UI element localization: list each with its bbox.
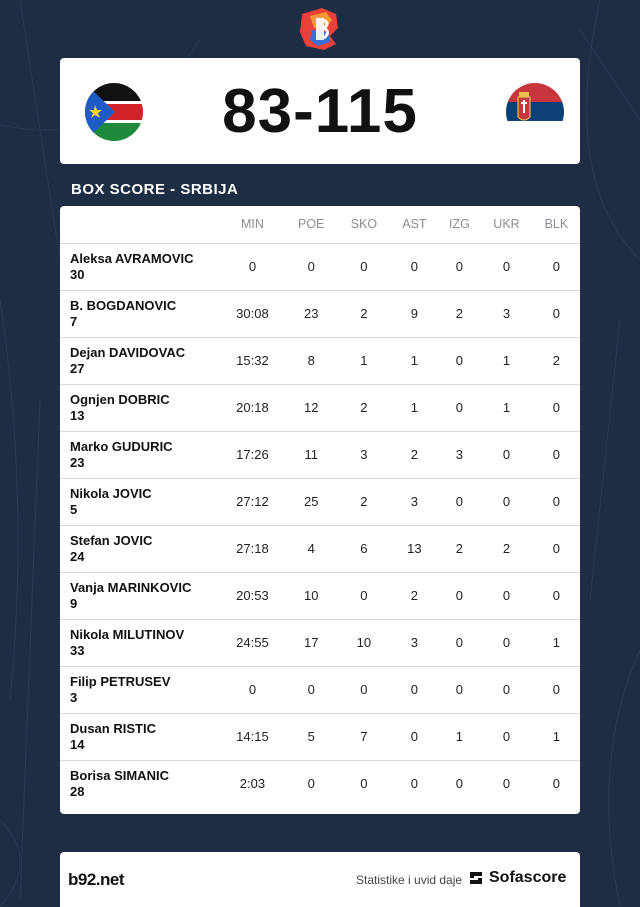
sofascore-icon bbox=[468, 870, 484, 886]
stat-blk: 0 bbox=[533, 290, 580, 337]
table-row bbox=[60, 713, 580, 760]
player-number: 13 bbox=[70, 407, 85, 423]
player-cell bbox=[60, 713, 220, 760]
stat-izg: 3 bbox=[439, 431, 481, 478]
stat-poe: 0 bbox=[307, 776, 315, 792]
column-header-min: MIN bbox=[220, 206, 285, 243]
table-header-row bbox=[60, 206, 580, 243]
table-row bbox=[60, 666, 580, 713]
stat-min: 17:26 bbox=[220, 431, 285, 478]
stat-poe: 0 bbox=[285, 243, 338, 290]
player-name: Nikola JOVIC bbox=[70, 485, 152, 501]
player-name: Nikola MILUTINOV bbox=[70, 626, 185, 642]
stat-min: 20:53 bbox=[220, 572, 285, 619]
stat-min: 15:32 bbox=[220, 337, 285, 384]
table-row bbox=[60, 572, 580, 619]
stat-ukr: 1 bbox=[480, 384, 533, 431]
stat-izg: 2 bbox=[439, 525, 481, 572]
stat-blk: 0 bbox=[533, 243, 580, 290]
stat-sko: 2 bbox=[338, 290, 391, 337]
column-header-ast: AST bbox=[390, 206, 438, 243]
stat-izg: 0 bbox=[439, 572, 481, 619]
stat-poe: 12 bbox=[285, 384, 338, 431]
player-cell bbox=[60, 760, 220, 807]
player-name: Filip PETRUSEV bbox=[70, 673, 171, 689]
stat-blk: 1 bbox=[533, 619, 580, 666]
table-row bbox=[60, 525, 580, 572]
player-name: Dusan RISTIC bbox=[70, 720, 156, 736]
table-row bbox=[60, 243, 580, 290]
stat-izg: 0 bbox=[439, 478, 481, 525]
player-number: 14 bbox=[70, 736, 85, 752]
stat-ukr: 0 bbox=[480, 431, 533, 478]
player-cell bbox=[60, 243, 220, 290]
stat-ast: 2 bbox=[390, 572, 438, 619]
stat-sko: 10 bbox=[338, 619, 391, 666]
stat-min: 30:08 bbox=[220, 290, 285, 337]
player-number: 9 bbox=[70, 595, 78, 611]
player-number: 33 bbox=[70, 642, 85, 658]
player-number: 30 bbox=[70, 266, 85, 282]
table-row bbox=[60, 760, 580, 807]
player-cell bbox=[60, 431, 220, 478]
stat-poe: 23 bbox=[285, 290, 338, 337]
column-header-blk: BLK bbox=[533, 206, 580, 243]
player-number: 3 bbox=[70, 689, 78, 705]
stat-ukr: 2 bbox=[480, 525, 533, 572]
stat-ukr: 0 bbox=[502, 776, 511, 792]
table-row bbox=[60, 431, 580, 478]
column-header-player bbox=[60, 206, 220, 243]
player-number: 28 bbox=[70, 783, 85, 799]
stat-blk: 0 bbox=[533, 431, 580, 478]
stat-blk: 2 bbox=[533, 337, 580, 384]
stat-ast: 1 bbox=[390, 384, 438, 431]
stat-izg: 0 bbox=[455, 776, 464, 792]
player-cell bbox=[60, 572, 220, 619]
stat-min: 0 bbox=[220, 243, 285, 290]
stat-izg: 1 bbox=[439, 713, 481, 760]
player-cell bbox=[60, 337, 220, 384]
serbia-flag bbox=[506, 83, 564, 141]
stat-poe: 0 bbox=[285, 666, 338, 713]
player-name: Borisa SIMANIC bbox=[70, 767, 169, 783]
stat-blk: 0 bbox=[533, 666, 580, 713]
stat-min: 27:12 bbox=[220, 478, 285, 525]
stat-izg: 0 bbox=[439, 666, 481, 713]
stat-sko: 2 bbox=[338, 384, 391, 431]
site-logo: b92.net bbox=[68, 870, 125, 889]
stat-ukr: 0 bbox=[480, 713, 533, 760]
player-cell bbox=[60, 290, 220, 337]
sofascore-logo bbox=[468, 869, 566, 887]
footer bbox=[60, 852, 580, 907]
stat-ast: 1 bbox=[390, 337, 438, 384]
stats-credit-text: Statistike i uvid daje bbox=[356, 873, 463, 887]
stat-poe: 25 bbox=[285, 478, 338, 525]
stat-poe: 4 bbox=[285, 525, 338, 572]
column-header-sko: SKO bbox=[338, 206, 391, 243]
column-header-poe: POE bbox=[285, 206, 338, 243]
stat-sko: 3 bbox=[338, 431, 391, 478]
section-title: BOX SCORE - SRBIJA bbox=[71, 181, 239, 198]
stat-sko: 0 bbox=[338, 243, 391, 290]
sofascore-brand-text: Sofascore bbox=[489, 869, 567, 886]
player-number: 27 bbox=[70, 360, 85, 376]
player-number: 5 bbox=[70, 501, 78, 517]
stat-sko: 1 bbox=[338, 337, 391, 384]
player-cell bbox=[60, 478, 220, 525]
box-score-table bbox=[60, 206, 580, 814]
stat-ukr: 0 bbox=[480, 619, 533, 666]
stat-ast: 0 bbox=[390, 713, 438, 760]
stat-blk: 0 bbox=[533, 478, 580, 525]
stat-sko: 0 bbox=[360, 776, 368, 792]
stat-blk: 0 bbox=[533, 525, 580, 572]
player-name: B. BOGDANOVIC bbox=[70, 297, 177, 313]
stat-ast: 13 bbox=[390, 525, 438, 572]
stat-poe: 5 bbox=[285, 713, 338, 760]
stat-ast: 3 bbox=[390, 478, 438, 525]
stat-poe: 17 bbox=[285, 619, 338, 666]
player-cell bbox=[60, 619, 220, 666]
player-cell bbox=[60, 525, 220, 572]
stat-blk: 1 bbox=[533, 713, 580, 760]
stat-izg: 0 bbox=[439, 243, 481, 290]
stat-sko: 7 bbox=[338, 713, 391, 760]
table-row bbox=[60, 478, 580, 525]
player-cell bbox=[60, 666, 220, 713]
player-cell bbox=[60, 384, 220, 431]
player-number: 7 bbox=[70, 313, 78, 329]
stat-ukr: 1 bbox=[480, 337, 533, 384]
player-number: 24 bbox=[70, 548, 85, 564]
column-header-izg: IZG bbox=[439, 206, 481, 243]
stat-izg: 0 bbox=[439, 337, 481, 384]
stat-izg: 2 bbox=[439, 290, 481, 337]
stat-ukr: 3 bbox=[480, 290, 533, 337]
table-row bbox=[60, 384, 580, 431]
table-row bbox=[60, 337, 580, 384]
stat-ast: 9 bbox=[390, 290, 438, 337]
stat-sko: 0 bbox=[338, 572, 391, 619]
stat-poe: 10 bbox=[285, 572, 338, 619]
fiba-world-cup-logo bbox=[296, 6, 344, 52]
table-row bbox=[60, 290, 580, 337]
stat-ast: 2 bbox=[390, 431, 438, 478]
player-name: Stefan JOVIC bbox=[70, 532, 153, 548]
stat-min: 20:18 bbox=[220, 384, 285, 431]
player-name: Dejan DAVIDOVAC bbox=[70, 344, 186, 360]
stat-ukr: 0 bbox=[480, 243, 533, 290]
final-score: 83-115 bbox=[222, 77, 418, 146]
stat-min: 0 bbox=[220, 666, 285, 713]
stat-min: 27:18 bbox=[220, 525, 285, 572]
stat-ukr: 0 bbox=[480, 572, 533, 619]
stat-sko: 2 bbox=[338, 478, 391, 525]
stat-poe: 8 bbox=[285, 337, 338, 384]
stat-sko: 0 bbox=[338, 666, 391, 713]
stat-ast: 0 bbox=[390, 666, 438, 713]
stat-blk: 0 bbox=[533, 572, 580, 619]
stat-min: 2:03 bbox=[239, 776, 266, 792]
stat-izg: 0 bbox=[439, 384, 481, 431]
stat-ukr: 0 bbox=[480, 666, 533, 713]
stat-sko: 6 bbox=[338, 525, 391, 572]
player-name: Vanja MARINKOVIC bbox=[70, 579, 192, 595]
player-number: 23 bbox=[70, 454, 85, 470]
player-name: Marko GUDURIC bbox=[70, 438, 173, 454]
stat-ast: 0 bbox=[410, 776, 419, 792]
stat-ast: 3 bbox=[390, 619, 438, 666]
stat-ast: 0 bbox=[390, 243, 438, 290]
stat-min: 14:15 bbox=[220, 713, 285, 760]
table-row bbox=[60, 619, 580, 666]
player-name: Aleksa AVRAMOVIC bbox=[70, 250, 194, 266]
stat-ukr: 0 bbox=[480, 478, 533, 525]
player-name: Ognjen DOBRIC bbox=[70, 391, 170, 407]
stat-blk: 0 bbox=[552, 776, 561, 792]
stat-min: 24:55 bbox=[220, 619, 285, 666]
stat-poe: 11 bbox=[285, 431, 338, 478]
column-header-ukr: UKR bbox=[480, 206, 533, 243]
stat-izg: 0 bbox=[439, 619, 481, 666]
stat-blk: 0 bbox=[533, 384, 580, 431]
score-card bbox=[60, 58, 580, 164]
